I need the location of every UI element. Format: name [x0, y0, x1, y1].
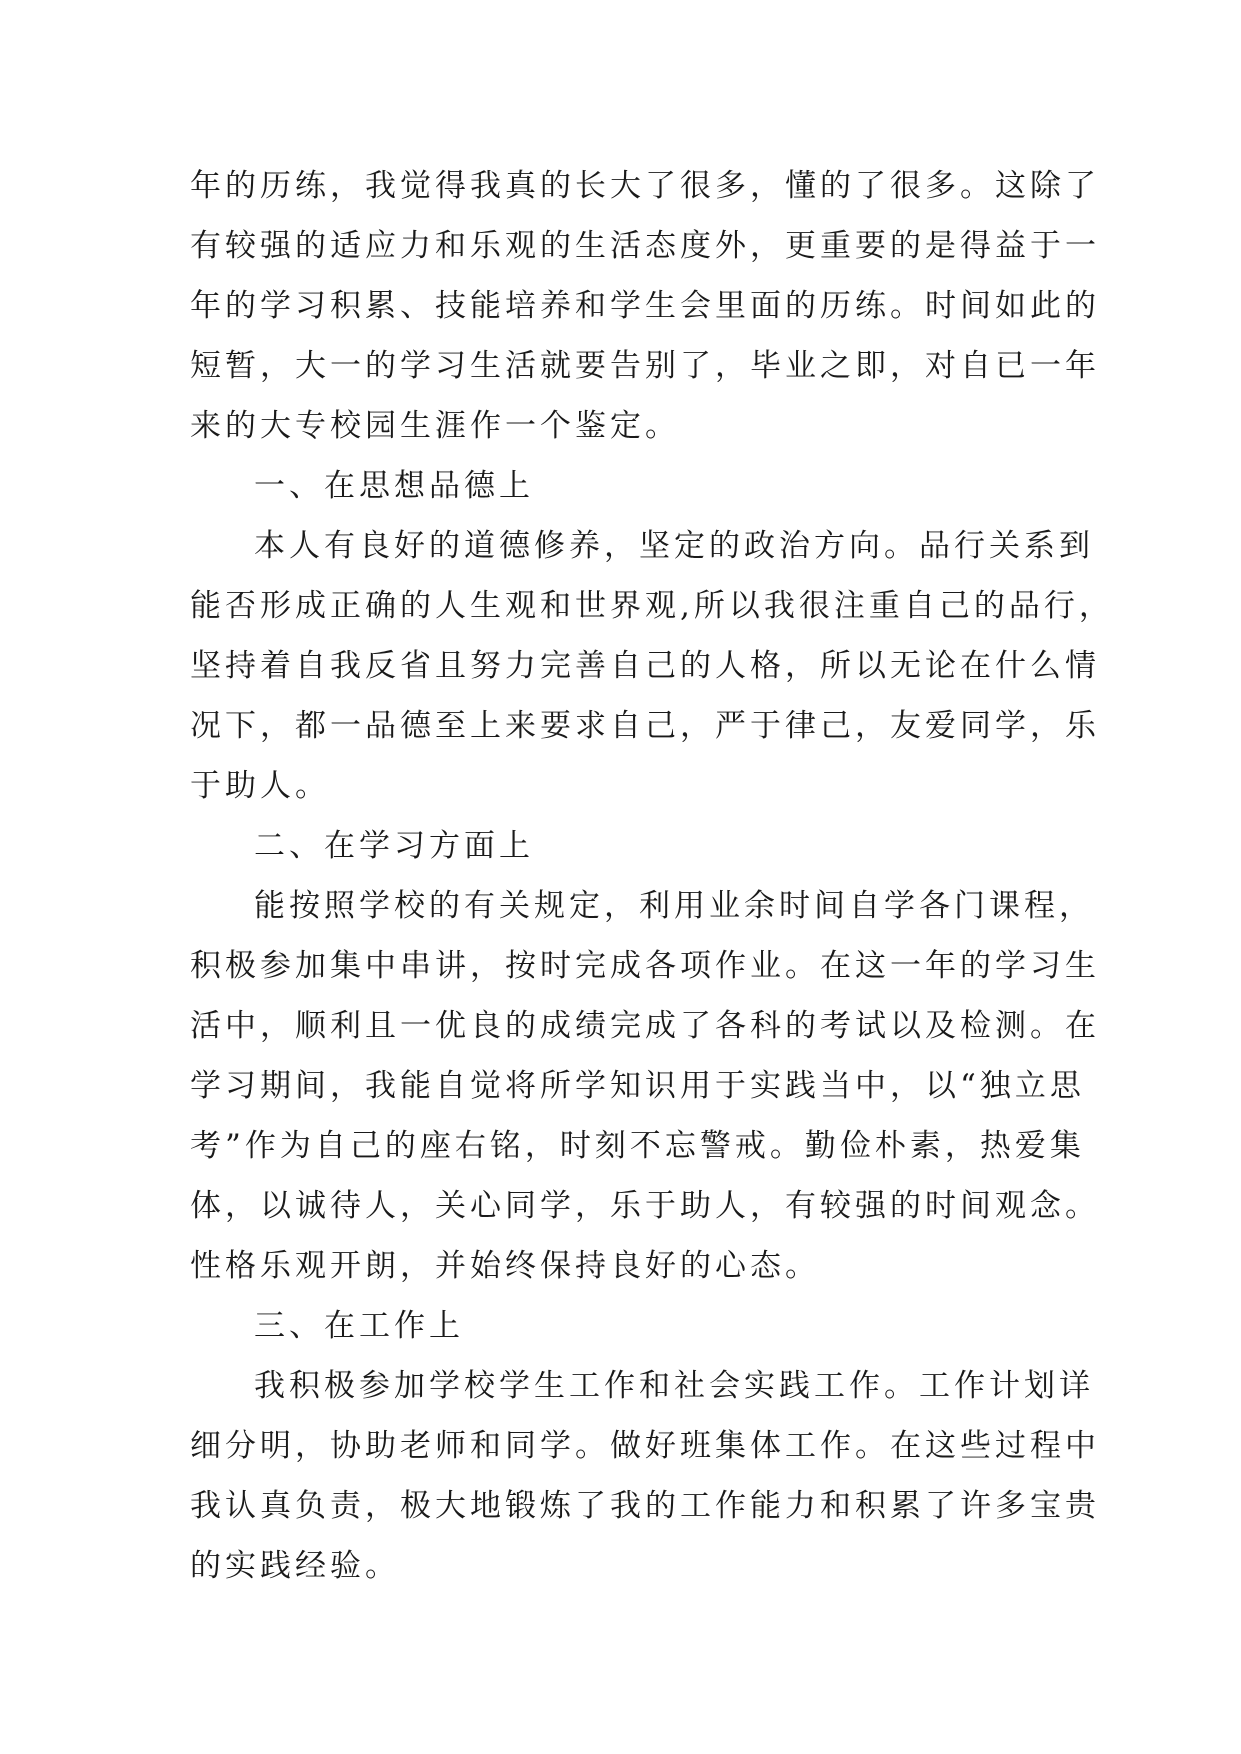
text-line: 的实践经验。 [190, 1548, 400, 1584]
text-line: 活中，顺利且一优良的成绩完成了各科的考试以及检测。在 [190, 1008, 1100, 1044]
text-line: 体，以诚待人，关心同学，乐于助人，有较强的时间观念。 [190, 1188, 1100, 1224]
section-heading: 二、在学习方面上 [254, 828, 534, 864]
text-line: 积极参加集中串讲，按时完成各项作业。在这一年的学习生 [190, 948, 1100, 984]
text-line: 我认真负责，极大地锻炼了我的工作能力和积累了许多宝贵 [190, 1488, 1100, 1524]
text-line: 细分明，协助老师和同学。做好班集体工作。在这些过程中 [190, 1428, 1100, 1464]
text-line: 来的大专校园生涯作一个鉴定。 [190, 408, 680, 444]
section-heading: 一、在思想品德上 [254, 468, 534, 504]
text-line: 况下，都一品德至上来要求自己，严于律己，友爱同学，乐 [190, 708, 1100, 744]
paragraph-first-line: 能按照学校的有关规定，利用业余时间自学各门课程， [254, 888, 1094, 924]
text-line: 坚持着自我反省且努力完善自己的人格，所以无论在什么情 [190, 648, 1100, 684]
document-body [190, 156, 1114, 1596]
section-heading: 三、在工作上 [254, 1308, 464, 1344]
paragraph-first-line: 我积极参加学校学生工作和社会实践工作。工作计划详 [254, 1368, 1094, 1404]
text-line: 年的学习积累、技能培养和学生会里面的历练。时间如此的 [190, 288, 1100, 324]
text-line: 短暂，大一的学习生活就要告别了，毕业之即，对自已一年 [190, 348, 1100, 384]
text-line: 年的历练，我觉得我真的长大了很多，懂的了很多。这除了 [190, 168, 1100, 204]
text-line: 学习期间，我能自觉将所学知识用于实践当中，以“独立思 [190, 1068, 1085, 1104]
text-line: 有较强的适应力和乐观的生活态度外，更重要的是得益于一 [190, 228, 1100, 264]
text-line: 于助人。 [190, 768, 330, 804]
text-line: 能否形成正确的人生观和世界观,所以我很注重自己的品行， [190, 588, 1114, 624]
text-line: 性格乐观开朗，并始终保持良好的心态。 [190, 1248, 820, 1284]
text-line: 考”作为自己的座右铭，时刻不忘警戒。勤俭朴素，热爱集 [190, 1128, 1085, 1164]
paragraph-first-line: 本人有良好的道德修养，坚定的政治方向。品行关系到 [254, 528, 1094, 564]
